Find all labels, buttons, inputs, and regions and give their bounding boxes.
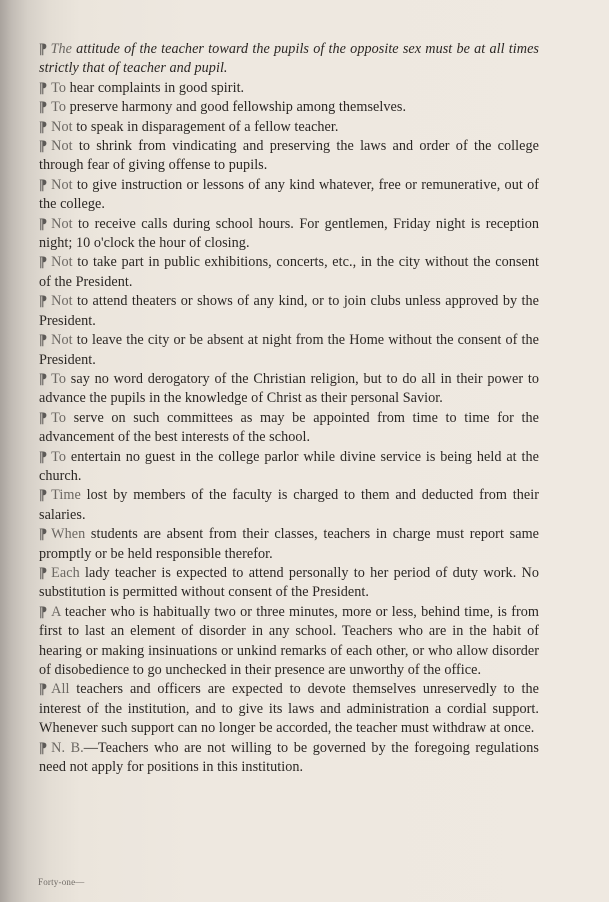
rule-paragraph bbox=[39, 40, 539, 79]
paragraph-text: teachers and officers are expected to devote themselves unreservedly to the interest of the institution, and to give its laws and administration a cordial support. Whenever such support can no longer be accorded, the teacher must withdraw at once. bbox=[39, 681, 539, 737]
paragraph-text: say no word derogatory of the Christian religion, but to do all in their power to advance the pupils in the knowledge of Christ as their personal Savior. bbox=[39, 370, 539, 407]
rule-paragraph bbox=[39, 137, 539, 176]
rule-paragraph bbox=[39, 525, 539, 564]
paragraph-lead-word: All bbox=[51, 681, 70, 698]
paragraph-lead-word: N. B. bbox=[51, 739, 84, 756]
paragraph-lead-word: When bbox=[51, 526, 86, 543]
paragraph-mark-icon: ¶ bbox=[39, 79, 48, 96]
paragraph-mark-icon: ¶ bbox=[39, 138, 48, 155]
paragraph-lead-word: Each bbox=[51, 564, 80, 581]
rule-paragraph bbox=[39, 215, 539, 254]
paragraph-mark-icon: ¶ bbox=[39, 603, 48, 620]
paragraph-mark-icon: ¶ bbox=[39, 332, 48, 349]
rule-paragraph bbox=[39, 603, 539, 681]
rule-paragraph bbox=[39, 370, 539, 409]
page-number: Forty-one— bbox=[38, 877, 85, 887]
paragraph-mark-icon: ¶ bbox=[39, 681, 48, 698]
paragraph-text: to shrink from vindicating and preserving the laws and order of the college through fear of giving offense to pupils. bbox=[39, 138, 539, 174]
paragraph-text: attitude of the teacher toward the pupils of the opposite sex must be at all times strictly that of teacher and pupil. bbox=[39, 41, 539, 77]
paragraph-text: to attend theaters or shows of any kind, or to join clubs unless approved by the President. bbox=[39, 293, 539, 329]
paragraph-text: lady teacher is expected to attend personally to her period of duty work. No substitution is permitted without consent of the President. bbox=[39, 564, 539, 601]
paragraph-mark-icon: ¶ bbox=[39, 293, 48, 310]
paragraph-mark-icon: ¶ bbox=[39, 41, 47, 57]
paragraph-mark-icon: ¶ bbox=[39, 564, 48, 581]
paragraph-lead-word: Not bbox=[51, 118, 73, 135]
paragraph-mark-icon: ¶ bbox=[39, 526, 48, 543]
rule-paragraph bbox=[39, 331, 539, 370]
paragraph-mark-icon: ¶ bbox=[39, 409, 48, 426]
paragraph-lead-word: A bbox=[51, 603, 61, 620]
paragraph-text: students are absent from their classes, teachers in charge must report same promptly or be held responsible therefor. bbox=[39, 526, 539, 562]
paragraph-lead-word: Not bbox=[51, 176, 73, 193]
rule-paragraph bbox=[39, 739, 539, 778]
paragraph-text: to take part in public exhibitions, concerts, etc., in the city without the consent of the President. bbox=[39, 254, 539, 290]
paragraph-text: serve on such committees as may be appointed from time to time for the advancement of the best interests of the school. bbox=[39, 409, 539, 446]
paragraph-lead-word: To bbox=[51, 370, 67, 387]
rule-paragraph bbox=[39, 486, 539, 525]
paragraph-mark-icon: ¶ bbox=[39, 254, 48, 271]
paragraph-lead-word: Not bbox=[51, 293, 73, 310]
paragraph-text: to leave the city or be absent at night from the Home without the consent of the President. bbox=[39, 332, 539, 368]
paragraph-text: to give instruction or lessons of any kind whatever, free or remunerative, out of the college. bbox=[39, 176, 539, 213]
paragraph-lead-word: To bbox=[51, 448, 67, 465]
paragraph-mark-icon: ¶ bbox=[39, 99, 48, 116]
rule-paragraph bbox=[39, 564, 539, 603]
rule-paragraph bbox=[39, 118, 539, 137]
rule-paragraph bbox=[39, 292, 539, 331]
paragraph-text: lost by members of the faculty is charged to them and deducted from their salaries. bbox=[39, 487, 539, 523]
paragraph-lead-word: Not bbox=[51, 254, 73, 271]
paragraph-lead-word: To bbox=[51, 409, 67, 426]
paragraph-text: hear complaints in good spirit. bbox=[66, 79, 245, 96]
rule-paragraph bbox=[39, 409, 539, 448]
rule-paragraph bbox=[39, 680, 539, 738]
paragraph-text: —Teachers who are not willing to be governed by the foregoing regulations need not apply for positions in this institution. bbox=[39, 739, 539, 776]
rule-paragraph bbox=[39, 98, 539, 117]
paragraph-mark-icon: ¶ bbox=[39, 739, 48, 756]
paragraph-text: entertain no guest in the college parlor while divine service is being held at the church. bbox=[39, 448, 539, 484]
paragraph-mark-icon: ¶ bbox=[39, 118, 48, 135]
paragraph-lead-word: To bbox=[51, 99, 67, 116]
paragraph-mark-icon: ¶ bbox=[39, 215, 48, 232]
paragraph-lead-word: Not bbox=[51, 215, 73, 232]
paragraph-lead-word: Not bbox=[51, 332, 73, 349]
paragraph-mark-icon: ¶ bbox=[39, 487, 48, 504]
paragraph-mark-icon: ¶ bbox=[39, 176, 48, 193]
paragraph-lead-word: The bbox=[50, 41, 72, 57]
paragraph-text: to receive calls during school hours. For gentlemen, Friday night is reception night; 10 o'clock the hour of closing. bbox=[39, 215, 539, 252]
rule-paragraph bbox=[39, 253, 539, 292]
rule-paragraph bbox=[39, 176, 539, 215]
rule-paragraph bbox=[39, 79, 539, 98]
paragraph-lead-word: Time bbox=[51, 487, 81, 504]
paragraph-mark-icon: ¶ bbox=[39, 370, 48, 387]
page-body bbox=[39, 40, 539, 777]
paragraph-text: teacher who is habitually two or three minutes, more or less, behind time, is from first to last an element of disorder in any school. Teachers who are in the habit of hearing or making insinuations or unkind remarks of each other, or who allow disorder of disobedience to go unchecked in their presence are unworthy of the office. bbox=[39, 603, 539, 678]
paragraph-lead-word: To bbox=[51, 79, 67, 96]
rule-paragraph bbox=[39, 448, 539, 487]
paragraph-mark-icon: ¶ bbox=[39, 448, 48, 465]
paragraph-lead-word: Not bbox=[51, 138, 73, 155]
paragraph-text: preserve harmony and good fellowship among themselves. bbox=[66, 99, 407, 116]
paragraph-text: to speak in disparagement of a fellow teacher. bbox=[72, 118, 339, 135]
